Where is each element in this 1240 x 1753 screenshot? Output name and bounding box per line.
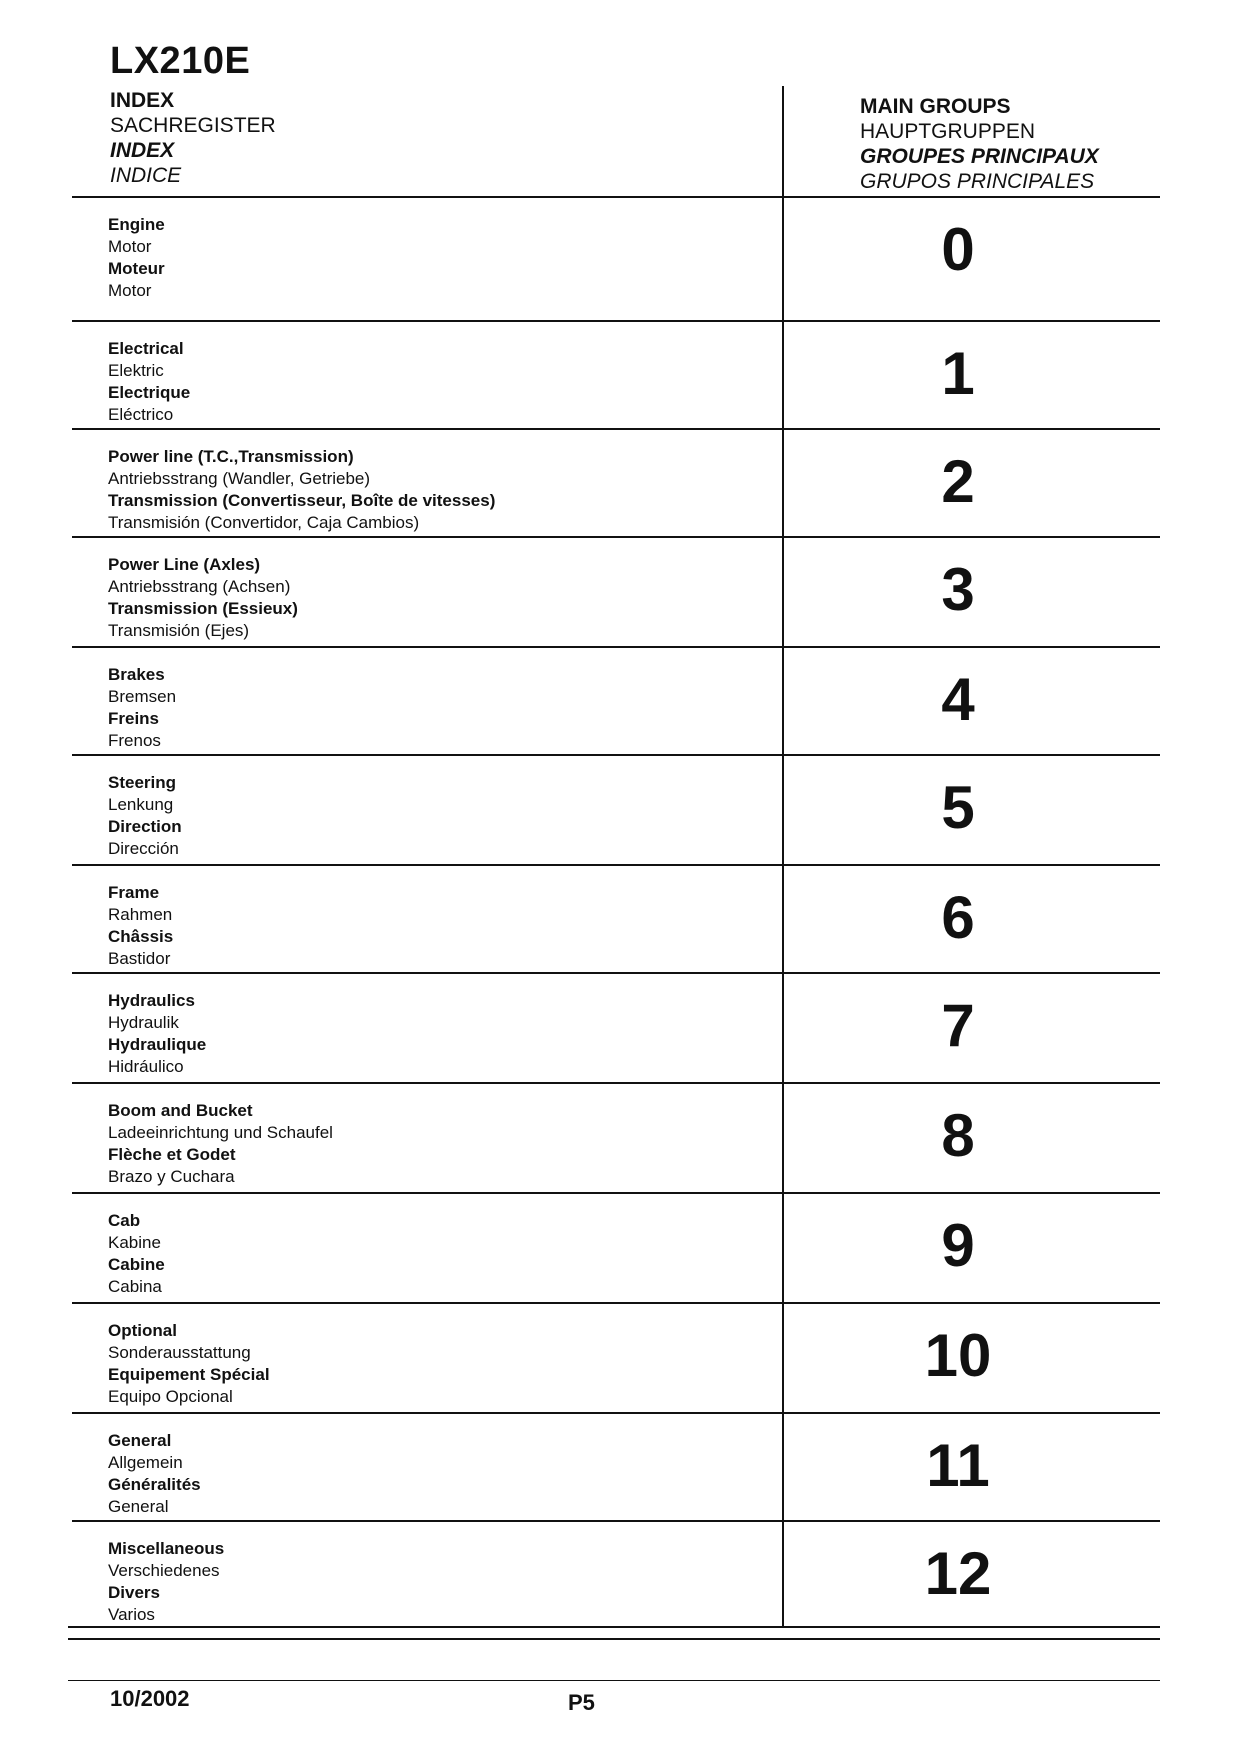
group-number: 7 (941, 992, 975, 1059)
row-divider (72, 1412, 1160, 1414)
group-number: 12 (924, 1540, 992, 1607)
label-en: Engine (108, 215, 165, 234)
label-es: Transmisión (Convertidor, Caja Cambios) (108, 513, 420, 532)
label-en: Power Line (Axles) (108, 555, 261, 574)
page-number: P5 (568, 1690, 595, 1715)
label-fr: Hydraulique (108, 1035, 207, 1054)
label-de: Ladeeinrichtung und Schaufel (108, 1123, 333, 1142)
label-de: Lenkung (108, 795, 174, 814)
row-divider (72, 754, 1160, 756)
label-fr: Cabine (108, 1255, 165, 1274)
label-es: Hidráulico (108, 1057, 184, 1076)
group-number: 2 (941, 448, 975, 515)
label-de: Sonderausstattung (108, 1343, 251, 1362)
bottom-rule (68, 1638, 1160, 1640)
row-divider (72, 1082, 1160, 1084)
row-divider (72, 1520, 1160, 1522)
label-es: Bastidor (108, 949, 171, 968)
row-divider (72, 646, 1160, 648)
index-header-line: SACHREGISTER (110, 114, 276, 137)
row-divider (72, 864, 1160, 866)
label-de: Allgemein (108, 1453, 183, 1472)
label-de: Elektric (108, 361, 164, 380)
label-fr: Transmission (Essieux) (108, 599, 298, 618)
group-number: 11 (926, 1432, 990, 1499)
group-number: 1 (941, 340, 975, 407)
label-fr: Châssis (108, 927, 174, 946)
index-header (110, 88, 276, 188)
group-number: 4 (941, 666, 975, 733)
group-number: 9 (941, 1212, 975, 1279)
row-divider (72, 428, 1160, 430)
groups-header-line: MAIN GROUPS (860, 95, 1011, 118)
group-number: 0 (941, 216, 975, 283)
row-divider (72, 1302, 1160, 1304)
label-en: Electrical (108, 339, 184, 358)
row-divider (72, 196, 1160, 198)
label-en: Hydraulics (108, 991, 195, 1010)
index-header-line: INDEX (110, 89, 175, 112)
label-de: Antriebsstrang (Achsen) (108, 577, 291, 596)
label-fr: Moteur (108, 259, 165, 278)
label-fr: Flèche et Godet (108, 1145, 236, 1164)
groups-header-line: GRUPOS PRINCIPALES (860, 170, 1095, 193)
groups-header-line: GROUPES PRINCIPAUX (860, 145, 1099, 168)
group-number: 5 (941, 774, 975, 841)
label-en: Miscellaneous (108, 1539, 225, 1558)
label-en: Cab (108, 1211, 141, 1230)
group-number: 6 (941, 884, 975, 951)
column-divider (782, 86, 784, 1628)
label-es: Motor (108, 281, 152, 300)
label-fr: Equipement Spécial (108, 1365, 270, 1384)
groups-header (860, 94, 1099, 194)
label-de: Kabine (108, 1233, 161, 1252)
label-fr: Freins (108, 709, 160, 728)
label-de: Antriebsstrang (Wandler, Getriebe) (108, 469, 371, 488)
row-divider (72, 1192, 1160, 1194)
label-de: Hydraulik (108, 1013, 179, 1032)
group-number: 8 (941, 1102, 975, 1169)
footer-date: 10/2002 (110, 1686, 190, 1711)
label-fr: Transmission (Convertisseur, Boîte de vitesses) (108, 491, 496, 510)
label-es: Cabina (108, 1277, 162, 1296)
group-number: 10 (924, 1322, 992, 1389)
label-en: Power line (T.C.,Transmission) (108, 447, 354, 466)
label-en: Boom and Bucket (108, 1101, 253, 1120)
label-en: Brakes (108, 665, 165, 684)
label-en: Steering (108, 773, 177, 792)
label-es: Brazo y Cuchara (108, 1167, 235, 1186)
footer-rule (68, 1680, 1160, 1681)
row-divider (72, 972, 1160, 974)
row-divider (72, 536, 1160, 538)
label-fr: Divers (108, 1583, 160, 1602)
label-es: Varios (108, 1605, 155, 1624)
label-en: Optional (108, 1321, 177, 1340)
row-divider (72, 320, 1160, 322)
group-number: 3 (941, 556, 975, 623)
label-fr: Généralités (108, 1475, 201, 1494)
label-es: Dirección (108, 839, 179, 858)
label-es: Transmisión (Ejes) (108, 621, 250, 640)
groups-header-line: HAUPTGRUPPEN (860, 120, 1036, 143)
document-title: LX210E (110, 40, 251, 82)
label-fr: Direction (108, 817, 182, 836)
label-de: Bremsen (108, 687, 177, 706)
bottom-rule (68, 1626, 1160, 1628)
label-en: Frame (108, 883, 160, 902)
label-es: Equipo Opcional (108, 1387, 233, 1406)
index-header-line: INDICE (110, 164, 182, 187)
label-fr: Electrique (108, 383, 191, 402)
label-de: Verschiedenes (108, 1561, 220, 1580)
label-es: Eléctrico (108, 405, 174, 424)
label-de: Motor (108, 237, 152, 256)
label-en: General (108, 1431, 172, 1450)
label-es: Frenos (108, 731, 161, 750)
index-header-line: INDEX (110, 139, 175, 162)
label-es: General (108, 1497, 169, 1516)
label-de: Rahmen (108, 905, 173, 924)
